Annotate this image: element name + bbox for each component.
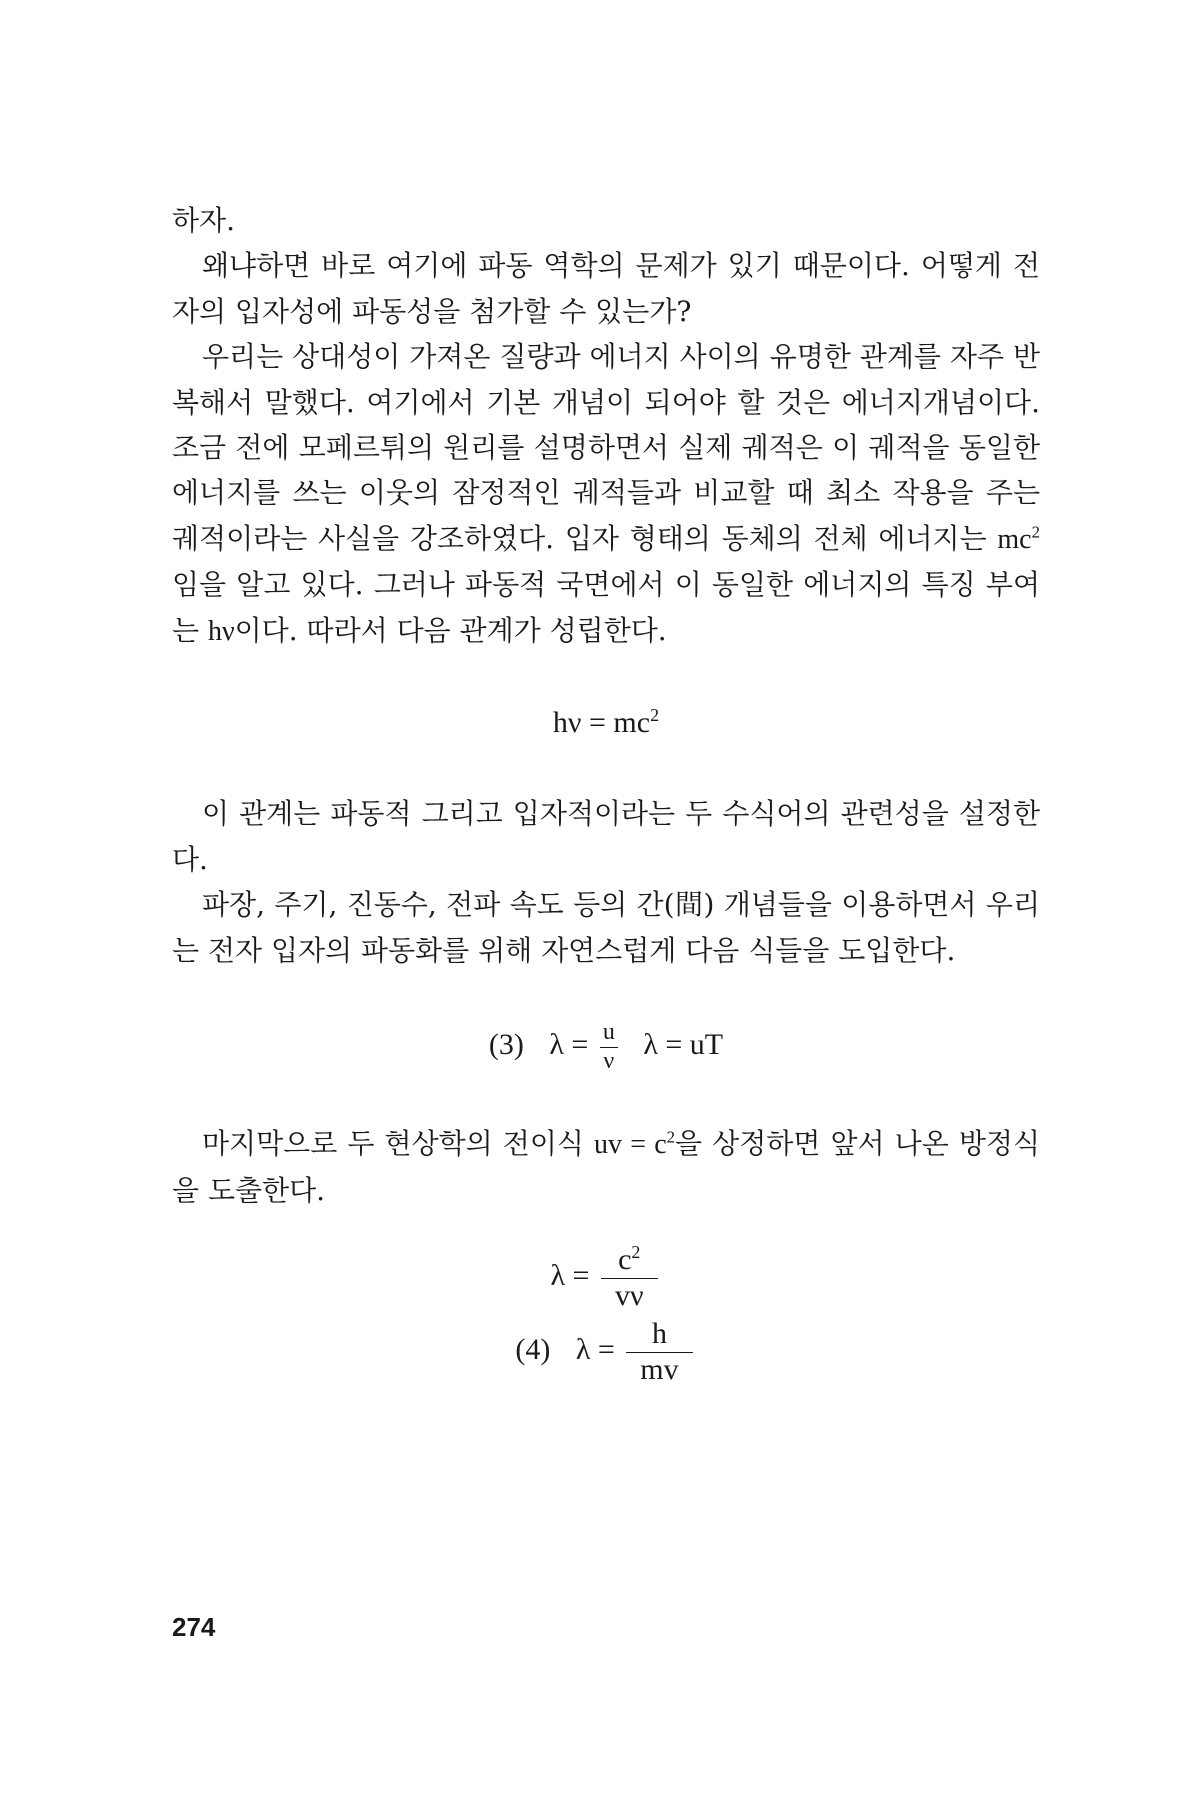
equation-4a	[172, 1243, 1040, 1313]
inline-math-mc2	[997, 524, 1040, 555]
equation-3-numerator: u	[600, 1019, 618, 1048]
inline-math-mc: mc	[997, 523, 1032, 555]
equation-4a-numerator-exponent: 2	[631, 1242, 641, 1263]
equation-4a-numerator-base: c	[618, 1243, 632, 1277]
inline-math-uv	[594, 1129, 675, 1160]
equation-4b-lhs: λ =	[575, 1332, 615, 1366]
equation-1	[172, 700, 1040, 745]
equation-3-denominator: ν	[603, 1047, 615, 1074]
equation-4a-fraction	[601, 1243, 658, 1313]
equation-3-second: λ = uT	[643, 1028, 724, 1062]
equation-4b-fraction	[626, 1317, 692, 1387]
equation-4b-denominator: mv	[640, 1352, 679, 1386]
equation-4b	[172, 1317, 1040, 1387]
page-number: 274	[172, 1612, 216, 1642]
equation-3	[172, 1019, 1040, 1075]
paragraph-5	[172, 1121, 1040, 1213]
equation-4b-numerator: h	[626, 1317, 692, 1353]
paragraph-3: 이 관계는 파동적 그리고 입자적이라는 두 수식어의 관련성을 설정한다.	[172, 797, 1040, 876]
body-text	[172, 198, 1040, 1391]
paragraph-2-text-c: 이다. 따라서 다음 관계가 성립한다.	[234, 613, 667, 647]
inline-math-hnu: hν	[207, 615, 235, 647]
equation-1-body: hν = mc	[552, 706, 651, 740]
equation-4a-numerator	[601, 1243, 658, 1279]
equation-4-label: (4)	[515, 1332, 551, 1366]
paragraph-0: 하자.	[172, 204, 235, 237]
equation-3-lhs: λ =	[549, 1028, 589, 1062]
equation-3-fraction	[600, 1019, 618, 1075]
paragraph-2-text-a: 우리는 상대성이 가져온 질량과 에너지 사이의 유명한 관계를 자주 반복해서 말했다. 여기에서 기본 개념이 되어야 할 것은 에너지개념이다. 조금 전에 모페르튀의 원리를 설명하면서 실제 궤적은 이 궤적을 동일한 에너지를 쓰는 이웃의 잠정적인 궤적들과 비교할 때 최소 작용을 주는 궤적이라는 사실을 강조하였다. 입자 형태의 동체의 전체 에너지는	[172, 340, 1040, 555]
equation-4	[172, 1243, 1040, 1387]
equation-1-exponent: 2	[650, 705, 660, 726]
paragraph-5-text-b: 을 상정하면 앞서 나온 방정식을 도출한다.	[172, 1127, 1040, 1207]
equation-4a-lhs: λ =	[550, 1258, 590, 1292]
inline-math-uv-body: uv = c	[594, 1129, 667, 1161]
equation-3-label: (3)	[488, 1028, 524, 1062]
paragraph-2	[172, 334, 1040, 654]
paragraph-1: 왜냐하면 바로 여기에 파동 역학의 문제가 있기 때문이다. 어떻게 전자의 입자성에 파동성을 첨가할 수 있는가?	[172, 249, 1040, 328]
paragraph-2-text-b: 임을 알고 있다. 그러나 파동적 국면에서 이 동일한 에너지의 특징 부여는	[172, 568, 1040, 647]
equation-4a-denominator: vν	[614, 1278, 644, 1312]
paragraph-4: 파장, 주기, 진동수, 전파 속도 등의 간(間) 개념들을 이용하면서 우리는 전자 입자의 파동화를 위해 자연스럽게 다음 식들을 도입한다.	[172, 888, 1040, 967]
paragraph-5-text-a: 마지막으로 두 현상학의 전이식	[202, 1127, 595, 1161]
inline-math-exponent: 2	[1031, 522, 1040, 542]
inline-math-uv-exponent: 2	[666, 1127, 676, 1147]
